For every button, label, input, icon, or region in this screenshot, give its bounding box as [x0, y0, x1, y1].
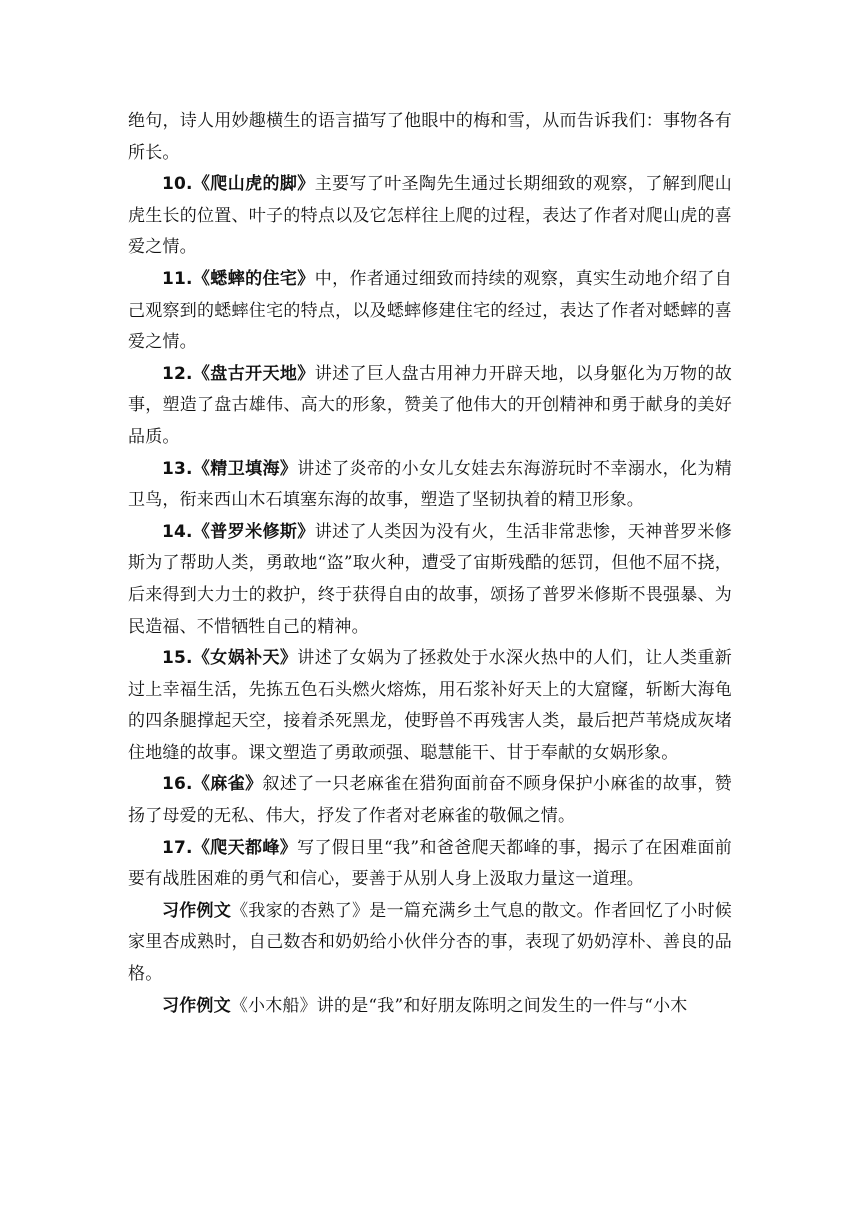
paragraph-lead: 习作例文 — [162, 900, 232, 921]
paragraph-text: 讲述了女娲为了拯救处于水深火热中的人们，让人类重新过上幸福生活，先拣五色石头燃火熔炼，用石浆补好天上的大窟窿，斩断大海龟的四条腿撑起天空，接着杀死黑龙，使野兽不再残害人类，最后把芦苇烧成灰堵住地缝的故事。课文塑造了勇敢顽强、聪慧能干、甘于奉献的女娲形象。 — [128, 648, 733, 763]
paragraph-example-essay-2 — [128, 991, 732, 1023]
page-content — [128, 106, 732, 1022]
paragraph-continuation — [128, 106, 732, 169]
paragraph-16 — [128, 769, 732, 832]
paragraph-15 — [128, 643, 732, 769]
paragraph-text: 讲述了炎帝的小女儿女娃去东海游玩时不幸溺水，化为精卫鸟，衔来西山木石填塞东海的故事，塑造了坚韧执着的精卫形象。 — [128, 458, 733, 511]
paragraph-text: 叙述了一只老麻雀在猎狗面前奋不顾身保护小麻雀的故事，赞扬了母爱的无私、伟大，抒发了作者对老麻雀的敬佩之情。 — [128, 774, 732, 827]
paragraph-example-essay-1 — [128, 896, 732, 991]
paragraph-14 — [128, 517, 732, 643]
paragraph-text: 写了假日里“我”和爸爸爬天都峰的事，揭示了在困难面前要有战胜困难的勇气和信心，要善于从别人身上汲取力量这一道理。 — [128, 837, 732, 890]
paragraph-text: 主要写了叶圣陶先生通过长期细致的观察，了解到爬山虎生长的位置、叶子的特点以及它怎样往上爬的过程，表达了作者对爬山虎的喜爱之情。 — [128, 174, 732, 258]
paragraph-lead: 10.《爬山虎的脚》 — [162, 174, 315, 195]
paragraph-lead: 12.《盘古开天地》 — [162, 363, 315, 384]
paragraph-17 — [128, 833, 732, 896]
paragraph-lead: 13.《精卫填海》 — [162, 458, 298, 479]
paragraph-10 — [128, 169, 732, 264]
paragraph-13 — [128, 454, 732, 517]
paragraph-lead: 14.《普罗米修斯》 — [162, 521, 315, 542]
paragraph-lead: 16.《麻雀》 — [162, 774, 263, 795]
paragraph-lead: 17.《爬天都峰》 — [162, 837, 298, 858]
paragraph-11 — [128, 264, 732, 359]
paragraph-text: 中，作者通过细致而持续的观察，真实生动地介绍了自己观察到的蟋蟀住宅的特点，以及蟋蟀修建住宅的经过，表达了作者对蟋蟀的喜爱之情。 — [128, 268, 732, 353]
paragraph-lead: 习作例文 — [162, 995, 231, 1016]
paragraph-text: 讲述了人类因为没有火，生活非常悲惨，天神普罗米修斯为了帮助人类，勇敢地“盗”取火种，遭受了宙斯残酷的惩罚，但他不屈不挠，后来得到大力士的救护，终于获得自由的故事，颂扬了普罗米修斯不畏强暴、为民造福、不惜牺牲自己的精神。 — [128, 521, 732, 637]
paragraph-lead: 11.《蟋蟀的住宅》 — [162, 268, 315, 289]
paragraph-lead: 15.《女娲补天》 — [162, 648, 298, 669]
paragraph-text: 讲述了巨人盘古用神力开辟天地，以身躯化为万物的故事，塑造了盘古雄伟、高大的形象，赞美了他伟大的开创精神和勇于献身的美好品质。 — [128, 363, 732, 447]
paragraph-text: 《小木船》讲的是“我”和好朋友陈明之间发生的一件与“小木 — [230, 995, 688, 1016]
paragraph-12 — [128, 359, 732, 454]
paragraph-text: 绝句，诗人用妙趣横生的语言描写了他眼中的梅和雪，从而告诉我们：事物各有所长。 — [128, 111, 732, 163]
paragraph-text: 《我家的杏熟了》是一篇充满乡土气息的散文。作者回忆了小时候家里杏成熟时，自己数杏和奶奶给小伙伴分杏的事，表现了奶奶淳朴、善良的品格。 — [128, 900, 732, 985]
